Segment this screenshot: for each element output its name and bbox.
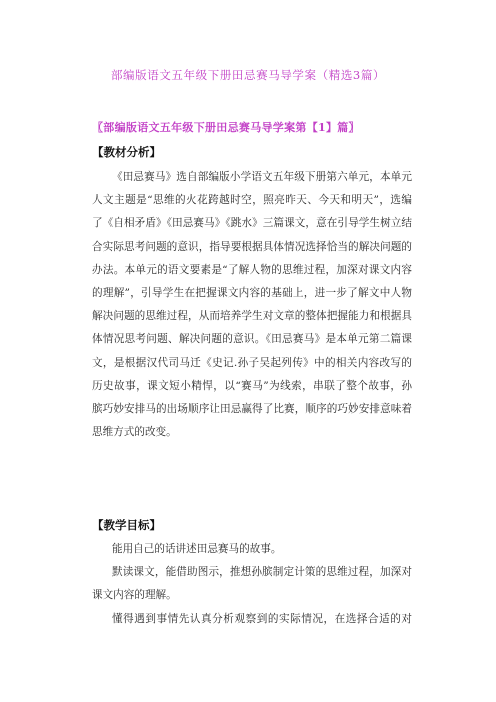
text-line: 合实际思考问题的意识，指导要根据具体情况选择恰当的解决问题的 — [92, 240, 412, 253]
text-line: 了《自相矛盾》《田忌赛马》《跳水》三篇课文，意在引导学生树立结 — [92, 217, 412, 230]
text-line: 课文内容的理解。 — [92, 589, 177, 602]
text-line: 膑巧妙安排马的出场顺序让田忌赢得了比赛，顺序的巧妙安排意味着 — [92, 402, 412, 415]
text-line: 《田忌赛马》选自部编版小学语文五年级下册第六单元，本单元 — [112, 171, 412, 183]
text-line: 的理解”，引导学生在把握课文内容的基础上，进一步了解文中人物 — [92, 286, 412, 299]
analysis-heading: 【教材分析】 — [92, 145, 161, 159]
text-line: 办法。本单元的语文要素是“了解人物的思维过程，加深对课文内容 — [92, 263, 412, 276]
goals-paragraph — [92, 538, 412, 631]
section-header: 〖部编版语文五年级下册田忌赛马导学案第【1】篇〗 — [92, 121, 360, 134]
text-line: 懂得遇到事情先认真分析观察到的实际情况，在选择合适的对 — [112, 612, 412, 625]
goals-heading: 【教学目标】 — [92, 518, 161, 532]
text-line: 人文主题是“思维的火花跨越时空，照亮昨天、今天和明天”，选编 — [92, 194, 412, 207]
text-line: 思维方式的改变。 — [92, 426, 177, 439]
text-line: 能用自己的话讲述田忌赛马的故事。 — [112, 543, 282, 555]
analysis-paragraph — [92, 166, 412, 444]
document-title: 部编版语文五年级下册田忌赛马导学案（精选3篇） — [110, 68, 386, 82]
text-line: 体情况思考问题、解决问题的意识。《田忌赛马》是本单元第二篇课 — [92, 333, 412, 346]
text-line: 默读课文，能借助图示，推想孙膑制定计策的思维过程，加深对 — [112, 566, 412, 579]
text-line: 历史故事，课文短小精悍，以“赛马”为线索，串联了整个故事，孙 — [92, 379, 412, 392]
text-line: 解决问题的思维过程，从而培养学生对文章的整体把握能力和根据具 — [92, 310, 412, 323]
text-line: 文，是根据汉代司马迁《史记.孙子吴起列传》中的相关内容改写的 — [92, 356, 412, 369]
